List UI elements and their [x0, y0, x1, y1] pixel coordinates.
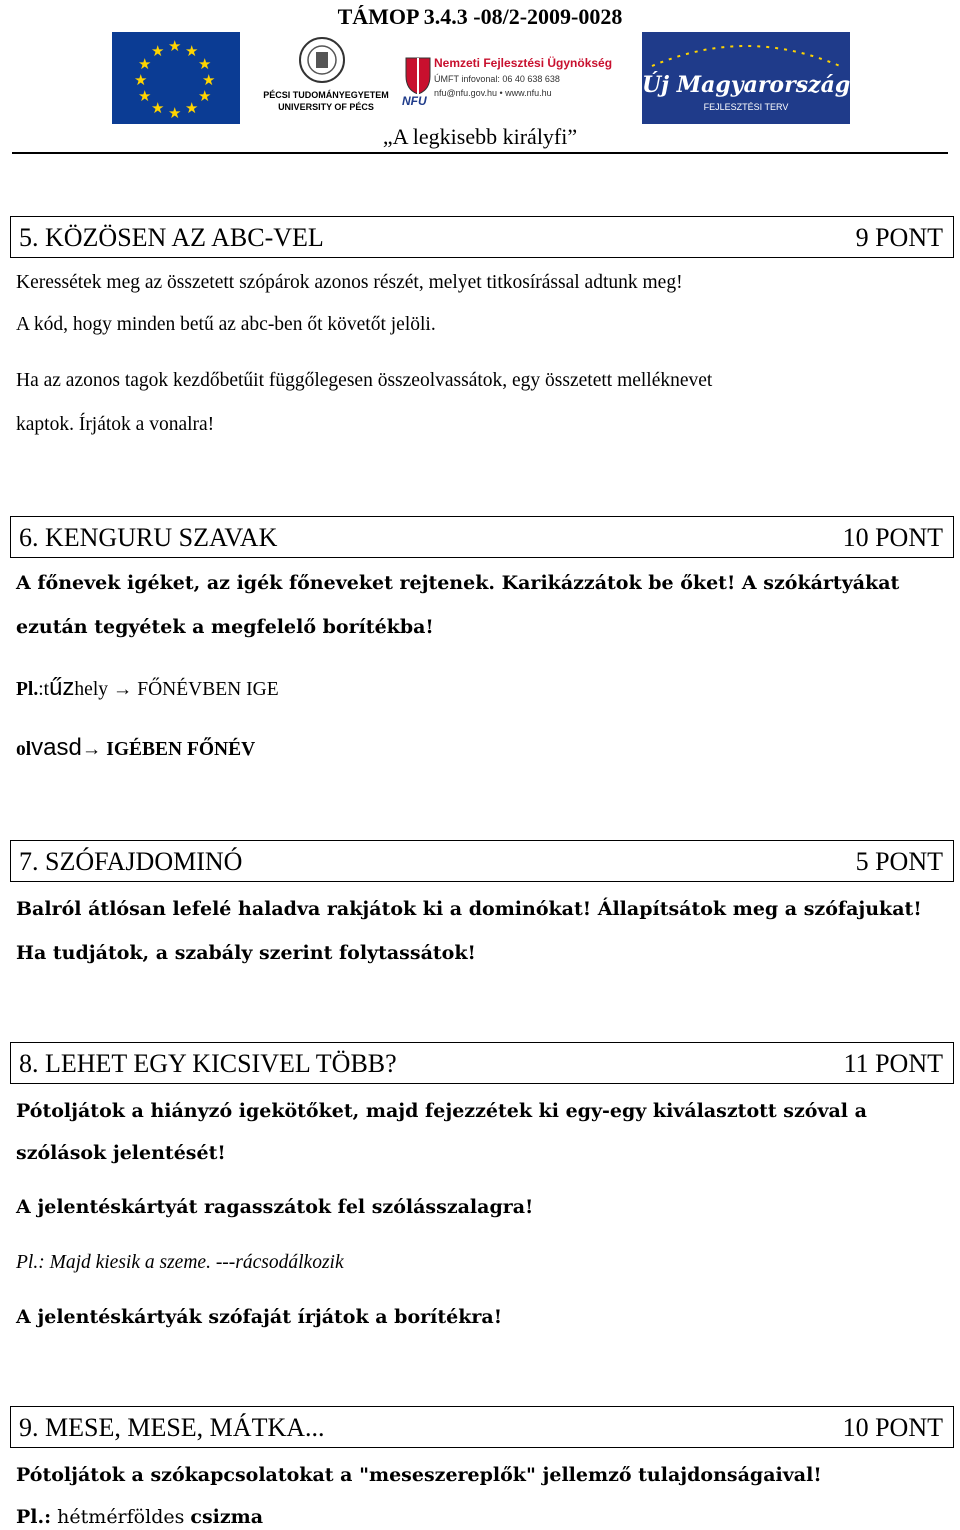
nfu-agency-logo — [400, 32, 630, 124]
section-9-title: 9. MESE, MESE, MÁTKA... — [19, 1413, 325, 1442]
section-8-title: 8. LEHET EGY KICSIVEL TÖBB? — [19, 1049, 397, 1078]
section-7-header — [10, 840, 954, 882]
example-prefix: Pl. — [16, 679, 39, 700]
nfu-abbreviation: NFU — [402, 94, 427, 108]
document-header-title: TÁMOP 3.4.3 -08/2-2009-0028 — [337, 4, 623, 29]
section-6-instruction: A főnevek igéket, az igék főneveket rejtenek. Karikázzátok be őket! — [16, 572, 736, 594]
section-7-line: Ha tudjátok, a szabály szerint folytassátok! — [16, 942, 476, 964]
section-6-line-2: ezután tegyétek a megfelelő borítékba! — [16, 616, 434, 638]
section-5-line: kaptok. Írjátok a vonalra! — [16, 414, 215, 435]
section-5-title: 5. KÖZÖSEN AZ ABC-VEL — [19, 223, 324, 252]
section-6-example-1 — [16, 674, 279, 702]
section-6-header — [10, 516, 954, 558]
section-7-line: Balról átlósan lefelé haladva rakjátok ki a dominókat! Állapítsátok meg a szófajukat! — [16, 898, 922, 920]
eu-flag-logo: ★ ★ ★ ★ ★ ★ ★ ★ ★ ★ ★ ★ — [112, 32, 240, 124]
section-9-points: 10 PONT — [842, 1413, 943, 1442]
example-text: :t — [38, 679, 50, 700]
section-6-instruction-cont: A szókártyákat — [741, 572, 900, 594]
pte-university-logo — [256, 32, 396, 124]
section-6-example-2 — [16, 734, 255, 762]
section-5-header — [10, 216, 954, 258]
section-8-line: Pótoljátok a hiányzó igekötőket, majd fejezzétek ki egy-egy kiválasztott szóval a — [16, 1100, 867, 1122]
section-9-line: Pótoljátok a szókapcsolatokat a "meseszereplők" jellemző tulajdonságaival! — [16, 1464, 822, 1486]
pte-name-en: UNIVERSITY OF PÉCS — [278, 102, 374, 112]
nfu-agency-name: Nemzeti Fejlesztési Ügynökség — [434, 56, 613, 70]
pte-name-hu: PÉCSI TUDOMÁNYEGYETEM — [263, 90, 389, 100]
section-7-points: 5 PONT — [855, 847, 943, 876]
section-9-example — [16, 1506, 263, 1528]
section-7-title: 7. SZÓFAJDOMINÓ — [19, 847, 243, 876]
section-8-points: 11 PONT — [843, 1049, 943, 1078]
nfu-infoline: ÚMFT infovonal: 06 40 638 638 — [434, 74, 560, 84]
section-5-line: A kód, hogy minden betű az abc-ben őt követőt jelöli. — [16, 314, 436, 335]
section-6-line-1 — [16, 572, 899, 594]
uj-magyarorszag-logo — [642, 32, 850, 124]
section-6-title: 6. KENGURU SZAVAK — [19, 523, 278, 552]
example-text: hely — [74, 679, 108, 700]
example-text: hétmérföldes — [51, 1506, 191, 1528]
section-8-line: szólások jelentését! — [16, 1142, 226, 1164]
section-6-points: 10 PONT — [842, 523, 943, 552]
uj-magyarorszag-subtitle: FEJLESZTÉSI TERV — [703, 102, 789, 112]
document-subtitle: „A legkisebb királyfi” — [382, 124, 578, 149]
example-highlight: vasd — [31, 734, 82, 761]
section-5-points: 9 PONT — [855, 223, 943, 252]
section-5-line: Ha az azonos tagok kezdőbetűit függőlegesen összeolvassátok, egy összetett melléknevet — [16, 370, 713, 391]
arrow-right-icon: → — [81, 739, 102, 760]
arrow-right-icon: → — [112, 679, 133, 700]
uj-magyarorszag-title: Új Magyarország — [642, 72, 850, 98]
example-label: FŐNÉVBEN IGE — [137, 679, 279, 700]
section-5-line: Keressétek meg az összetett szópárok azonos részét, melyet titkosírással adtunk meg! — [16, 272, 683, 293]
hungarian-coat-of-arms-icon — [404, 54, 432, 94]
section-8-line: A jelentéskártyák szófaját írjátok a borítékra! — [16, 1306, 503, 1328]
example-text: ol — [16, 739, 32, 760]
section-8-example: Pl.: Majd kiesik a szeme. ---rácsodálkozik — [16, 1252, 344, 1273]
section-8-header — [10, 1042, 954, 1084]
example-word: csizma — [190, 1506, 264, 1528]
section-8-line: A jelentéskártyát ragasszátok fel szólásszalagra! — [16, 1196, 534, 1218]
section-9-header — [10, 1406, 954, 1448]
nfu-contact: nfu@nfu.gov.hu • www.nfu.hu — [434, 88, 552, 98]
example-highlight: űz — [49, 674, 75, 701]
example-label: IGÉBEN FŐNÉV — [106, 739, 256, 760]
example-prefix: Pl.: — [16, 1506, 52, 1528]
header-divider — [12, 152, 948, 154]
